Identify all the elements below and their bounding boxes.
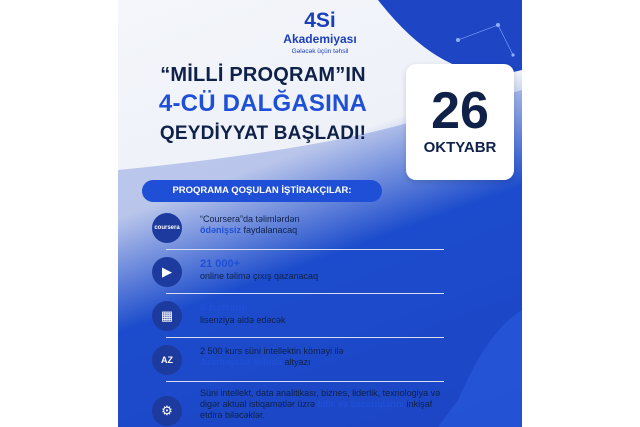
item-text-2: faydalanacaq (243, 225, 298, 235)
ai-head-icon: ⚙ (152, 396, 182, 426)
poster (118, 0, 522, 427)
item-text: online təlimə çıxış qazanacaq (200, 271, 319, 281)
item-text-2: altyazı (284, 357, 311, 367)
coursera-icon: coursera (152, 213, 182, 243)
logo-subtitle: Akademiyası (283, 32, 357, 46)
date-day: 26 (431, 82, 489, 140)
item-highlight: Azərbaycan dilində (200, 357, 283, 367)
headline (118, 62, 408, 148)
logo-name: 4Si (304, 9, 336, 32)
item-text: “Coursera”da təlimlərdən (200, 214, 300, 224)
item-highlight: ödənişsiz (200, 225, 242, 235)
logo-tagline: Gələcək üçün təhsil (291, 48, 349, 55)
headline-line-3: QEYDİYYAT BAŞLADI! (159, 123, 367, 144)
list-item (142, 250, 452, 294)
logo (118, 10, 522, 55)
benefit-list (142, 206, 452, 427)
item-highlight: bilik və bacarıqlarını (317, 399, 405, 409)
item-text: Süni intellekt, data analitikası, biznes, liderlik, texnologiya və digər aktual istiqamətlər üzrə (200, 388, 441, 409)
translate-icon: AZ (152, 345, 182, 375)
list-item (142, 206, 452, 250)
calendar-icon: ▦ (152, 301, 182, 331)
item-text-2: inkişaf etdirə biləcəklər. (200, 399, 433, 420)
item-text: lisenziya əldə edəcək (200, 315, 286, 325)
item-text: 2 500 kurs süni intellektin köməyi ilə (200, 346, 344, 356)
list-item (142, 294, 452, 338)
headline-line-1: “MİLLİ PROQRAM”IN (160, 64, 366, 86)
item-big: 6 həftəlik (200, 302, 248, 314)
list-item (142, 338, 452, 382)
list-item (142, 382, 452, 427)
date-badge (406, 64, 514, 180)
date-month: OKTYABR (423, 139, 497, 156)
video-play-icon: ▶ (152, 257, 182, 287)
headline-line-2: 4-CÜ DALĞASINA (158, 90, 368, 117)
section-title: PROQRAMA QOŞULAN İŞTİRAKÇILAR: (142, 180, 382, 202)
item-big: 21 000+ (200, 258, 241, 270)
